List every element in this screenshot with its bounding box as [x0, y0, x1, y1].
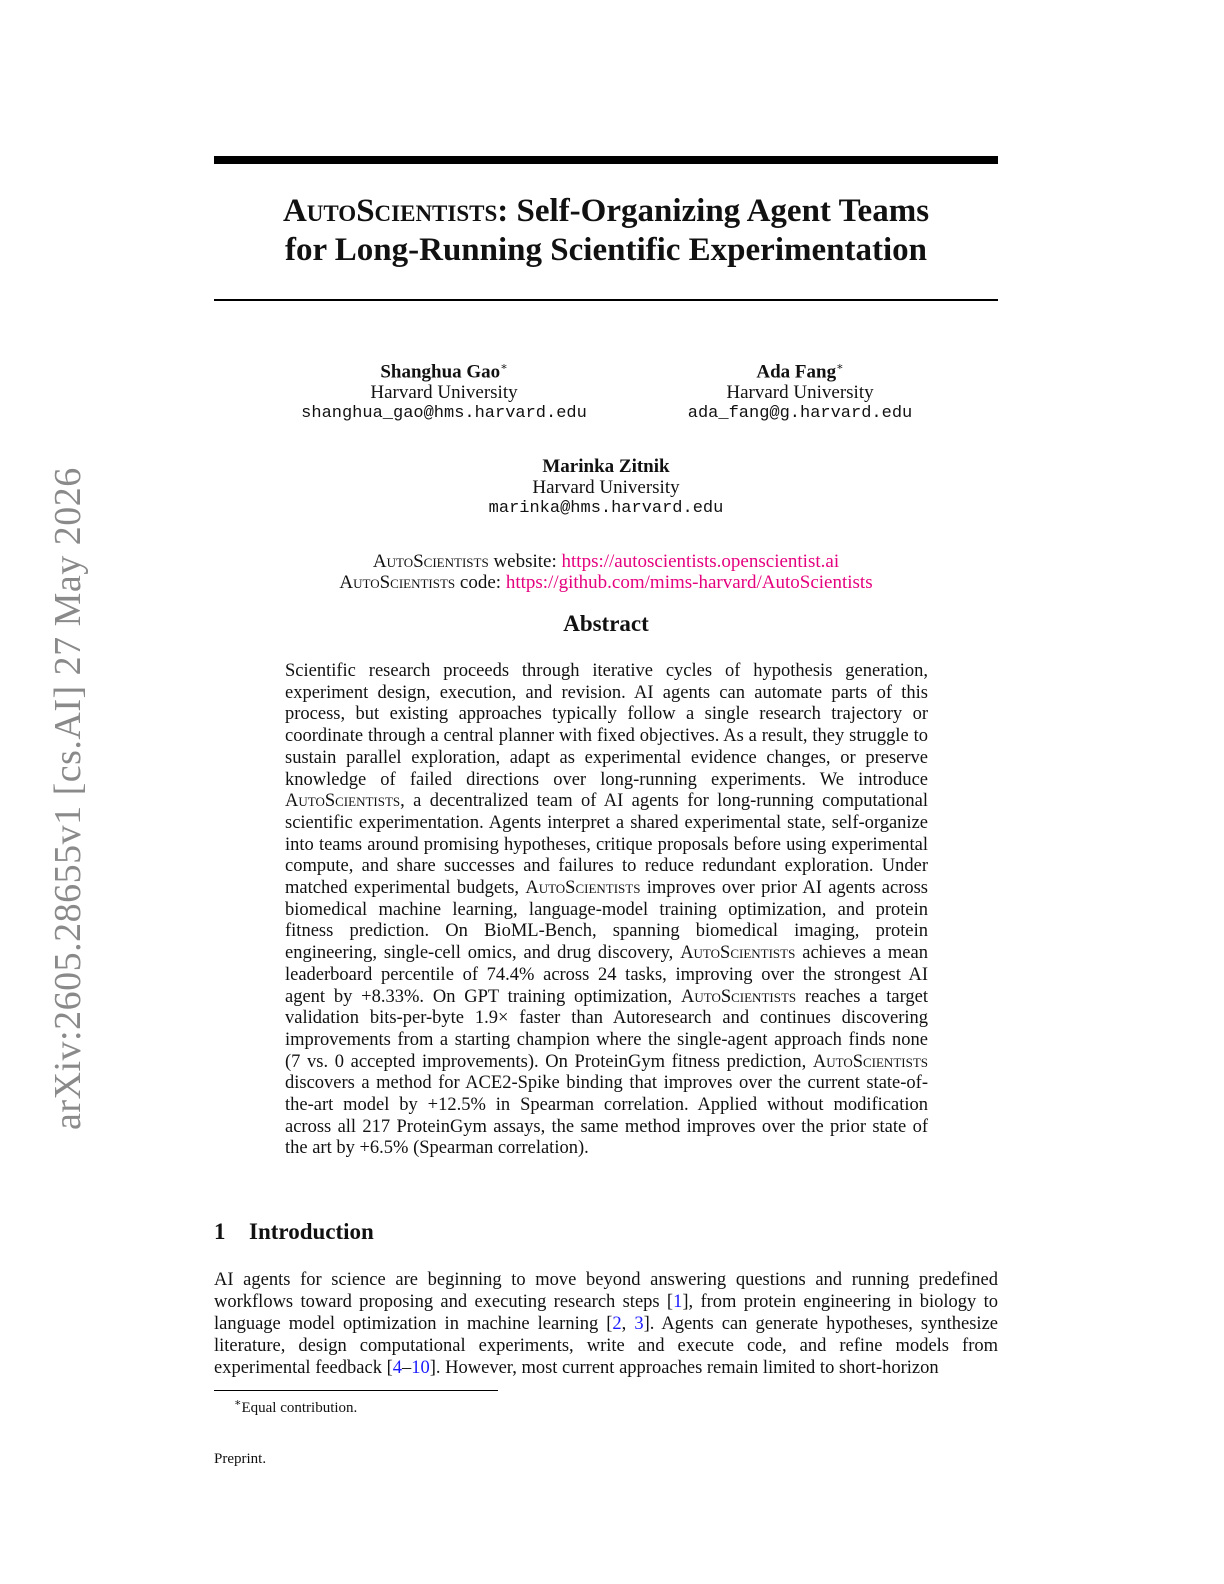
author-email[interactable]: shanghua_gao@hms.harvard.edu	[301, 404, 587, 424]
equal-contribution-mark: ∗	[836, 361, 844, 373]
website-link[interactable]: https://autoscientists.openscientist.ai	[561, 551, 840, 572]
author-block	[406, 456, 806, 519]
citation-link[interactable]: 3	[634, 1313, 644, 1334]
footnote: ∗Equal contribution.	[234, 1397, 358, 1416]
citation-link[interactable]: 2	[612, 1313, 622, 1334]
website-line: AutoScientists website: https://autoscientists.openscientist.ai	[372, 551, 840, 572]
author-name: Marinka Zitnik	[542, 456, 670, 477]
citation-link[interactable]: 4	[392, 1357, 402, 1378]
arxiv-identifier: arXiv:2605.28655v1 [cs.AI] 27 May 2026	[47, 467, 89, 1130]
author-email[interactable]: marinka@hms.harvard.edu	[488, 499, 724, 518]
title-line1: : Self-Organizing Agent Teams	[497, 193, 930, 229]
section-title: Introduction	[249, 1219, 374, 1244]
code-link[interactable]: https://github.com/mims-harvard/AutoScientists	[505, 572, 873, 593]
equal-contribution-mark: ∗	[500, 361, 508, 373]
introduction-text: AI agents for science are beginning to move beyond answering questions and running predefined workflows toward proposing and executing research steps [1], from protein engineering in biology to language model optimization in machine learning [2, 3]. Agents can generate hypotheses, synthesize literature, design computational experiments, write and execute code, and refine models from experimental feedback [4–10]. However, most current approaches remain limited to short-horizon	[214, 1270, 998, 1378]
author-affiliation: Harvard University	[370, 382, 518, 404]
author-email[interactable]: ada_fang@g.harvard.edu	[687, 404, 913, 424]
section-heading	[214, 1219, 374, 1245]
author-name: Shanghua Gao∗	[380, 361, 508, 383]
title-bottom-rule	[214, 299, 998, 301]
author-block	[600, 357, 1000, 424]
author-affiliation: Harvard University	[532, 477, 680, 498]
citation-link[interactable]: 1	[673, 1291, 683, 1312]
title-top-rule	[214, 156, 998, 164]
author-block	[244, 357, 644, 424]
footnote-rule	[214, 1390, 498, 1391]
title-system-name: AutoScientists	[282, 193, 498, 229]
paper-title	[214, 192, 998, 270]
abstract-text: Scientific research proceeds through iterative cycles of hypothesis generation, experiment design, execution, and revision. AI agents can automate parts of this process, but existing approaches typically follow a single research trajectory or coordinate through a central planner with fixed objectives. As a result, they struggle to sustain parallel exploration, adapt as experimental evidence changes, or preserve knowledge of failed directions over long-running experiments. We introduce AutoScientists, a decentralized team of AI agents for long-running computational scientific experimentation. Agents interpret a shared experimental state, self-organize into teams around promising hypotheses, critique proposals before using experimental compute, and share successes and failures to reduce redundant exploration. Under matched experimental budgets, AutoScientists improves over prior AI agents across biomedical machine learning, language-model training optimization, and protein fitness prediction. On BioML-Bench, spanning biomedical imaging, protein engineering, single-cell omics, and drug discovery, AutoScientists achieves a mean leaderboard percentile of 74.4% across 24 tasks, improving over the strongest AI agent by +8.33%. On GPT training optimization, AutoScientists reaches a target validation bits-per-byte 1.9× faster than Autoresearch and continues discovering improvements from a starting champion where the single-agent approach finds none (7 vs. 0 accepted improvements). On ProteinGym fitness prediction, AutoScientists discovers a method for ACE2-Spike binding that improves over the current state-of-the-art model by +12.5% in Spearman correlation. Applied without modification across all 217 ProteinGym assays, the same method improves over the prior state of the art by +6.5% (Spearman correlation).	[285, 661, 928, 1159]
author-affiliation: Harvard University	[726, 382, 874, 404]
citation-link[interactable]: 10	[411, 1357, 430, 1378]
abstract-heading: Abstract	[563, 611, 649, 636]
section-number: 1	[214, 1219, 226, 1244]
project-links	[214, 551, 998, 593]
title-line2: for Long-Running Scientific Experimentation	[284, 232, 927, 268]
code-line: AutoScientists code: https://github.com/mims-harvard/AutoScientists	[339, 572, 873, 593]
preprint-label: Preprint.	[214, 1451, 267, 1467]
author-name: Ada Fang∗	[756, 361, 844, 383]
